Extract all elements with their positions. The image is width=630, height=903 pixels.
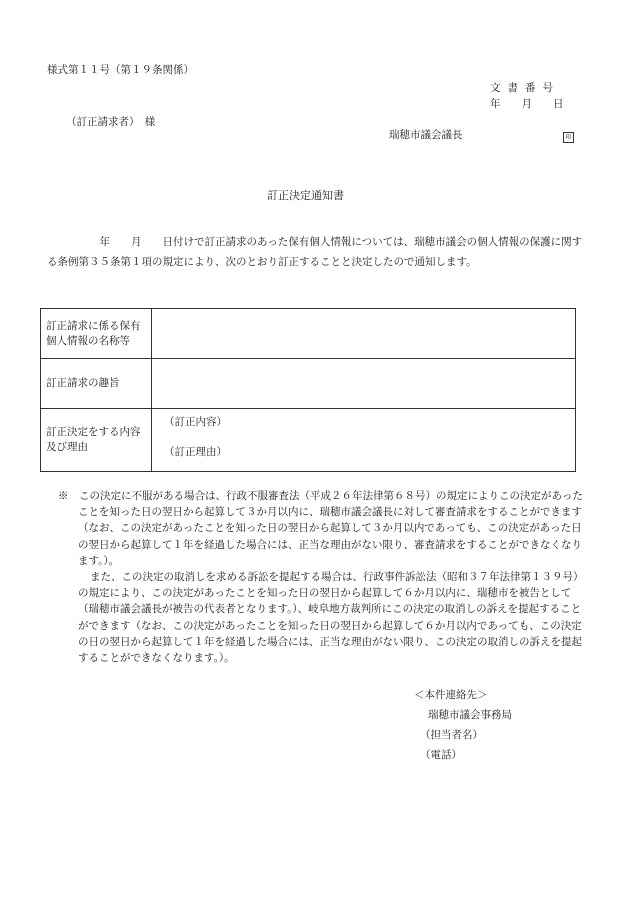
contact-person: （担当者名）	[420, 729, 483, 741]
row3-label: 訂正決定をする内容及び理由	[41, 409, 152, 472]
table-row	[41, 359, 576, 409]
row1-value	[152, 309, 576, 359]
correction-reason-label: （訂正理由）	[164, 446, 227, 458]
row1-label: 訂正請求に係る保有個人情報の名称等	[41, 309, 152, 359]
note-lawsuit: また、この決定の取消しを求める訴訟を提起する場合は、行政事件訴訟法（昭和３７年法律第１３９号）の規定により、この決定があったことを知った日の翌日から起算して６か月以内に、瑞穂市を被告として（瑞穂市議会議長が被告の代表者となります。）、岐阜地方裁判所にこの決定の取消しの訴えを提起することができます（なお、この決定があったことを知った日の翌日から起算して６か月以内であっても、この決定の日の翌日から起算して１年を経過した場合には、正当な理由がない限り、この決定の取消しの訴えを提起することができなくなります。）。	[78, 571, 584, 665]
seal-mark-icon: 印	[563, 130, 574, 143]
document-number-label: 文書番号	[490, 82, 560, 94]
contact-phone: （電話）	[420, 749, 462, 761]
notes	[50, 488, 590, 666]
body-paragraph-text: 年 月 日付けで訂正請求のあった保有個人情報については、瑞穂市議会の個人情報の保護に関する条例第３５条第１項の規定により、次のとおり訂正することと決定したので通知します。	[47, 236, 583, 268]
body-paragraph	[47, 232, 585, 272]
info-table	[40, 308, 576, 472]
form-number: 様式第１１号（第１９条関係）	[47, 64, 194, 76]
table-row	[41, 309, 576, 359]
contact-heading: ＜本件連絡先＞	[414, 689, 488, 701]
table-row	[41, 409, 576, 472]
row2-label: 訂正請求の趣旨	[41, 359, 152, 409]
row3-value	[152, 409, 576, 472]
recipient: （訂正請求者） 様	[66, 116, 156, 128]
correction-content-label: （訂正内容）	[164, 416, 227, 428]
contact-office: 瑞穂市議会事務局	[428, 709, 512, 721]
issuer: 瑞穂市議会議長	[389, 129, 463, 141]
date-label: 年 月 日	[490, 98, 564, 110]
row2-value	[152, 359, 576, 409]
document-title: 訂正決定通知書	[267, 189, 344, 202]
contact-block	[414, 685, 512, 765]
note-appeal: ※ この決定に不服がある場合は、行政不服審査法（平成２６年法律第６８号）の規定によりこの決定があったことを知った日の翌日から起算して３か月以内に、瑞穂市議会議長に対して審査請求をすることができます（なお、この決定があったことを知った日の翌日から起算して３か月以内であっても、この決定があった日の翌日から起算して１年を経過した場合には、正当な理由がない限り、審査請求をすることができなくなります。）。	[58, 490, 583, 567]
